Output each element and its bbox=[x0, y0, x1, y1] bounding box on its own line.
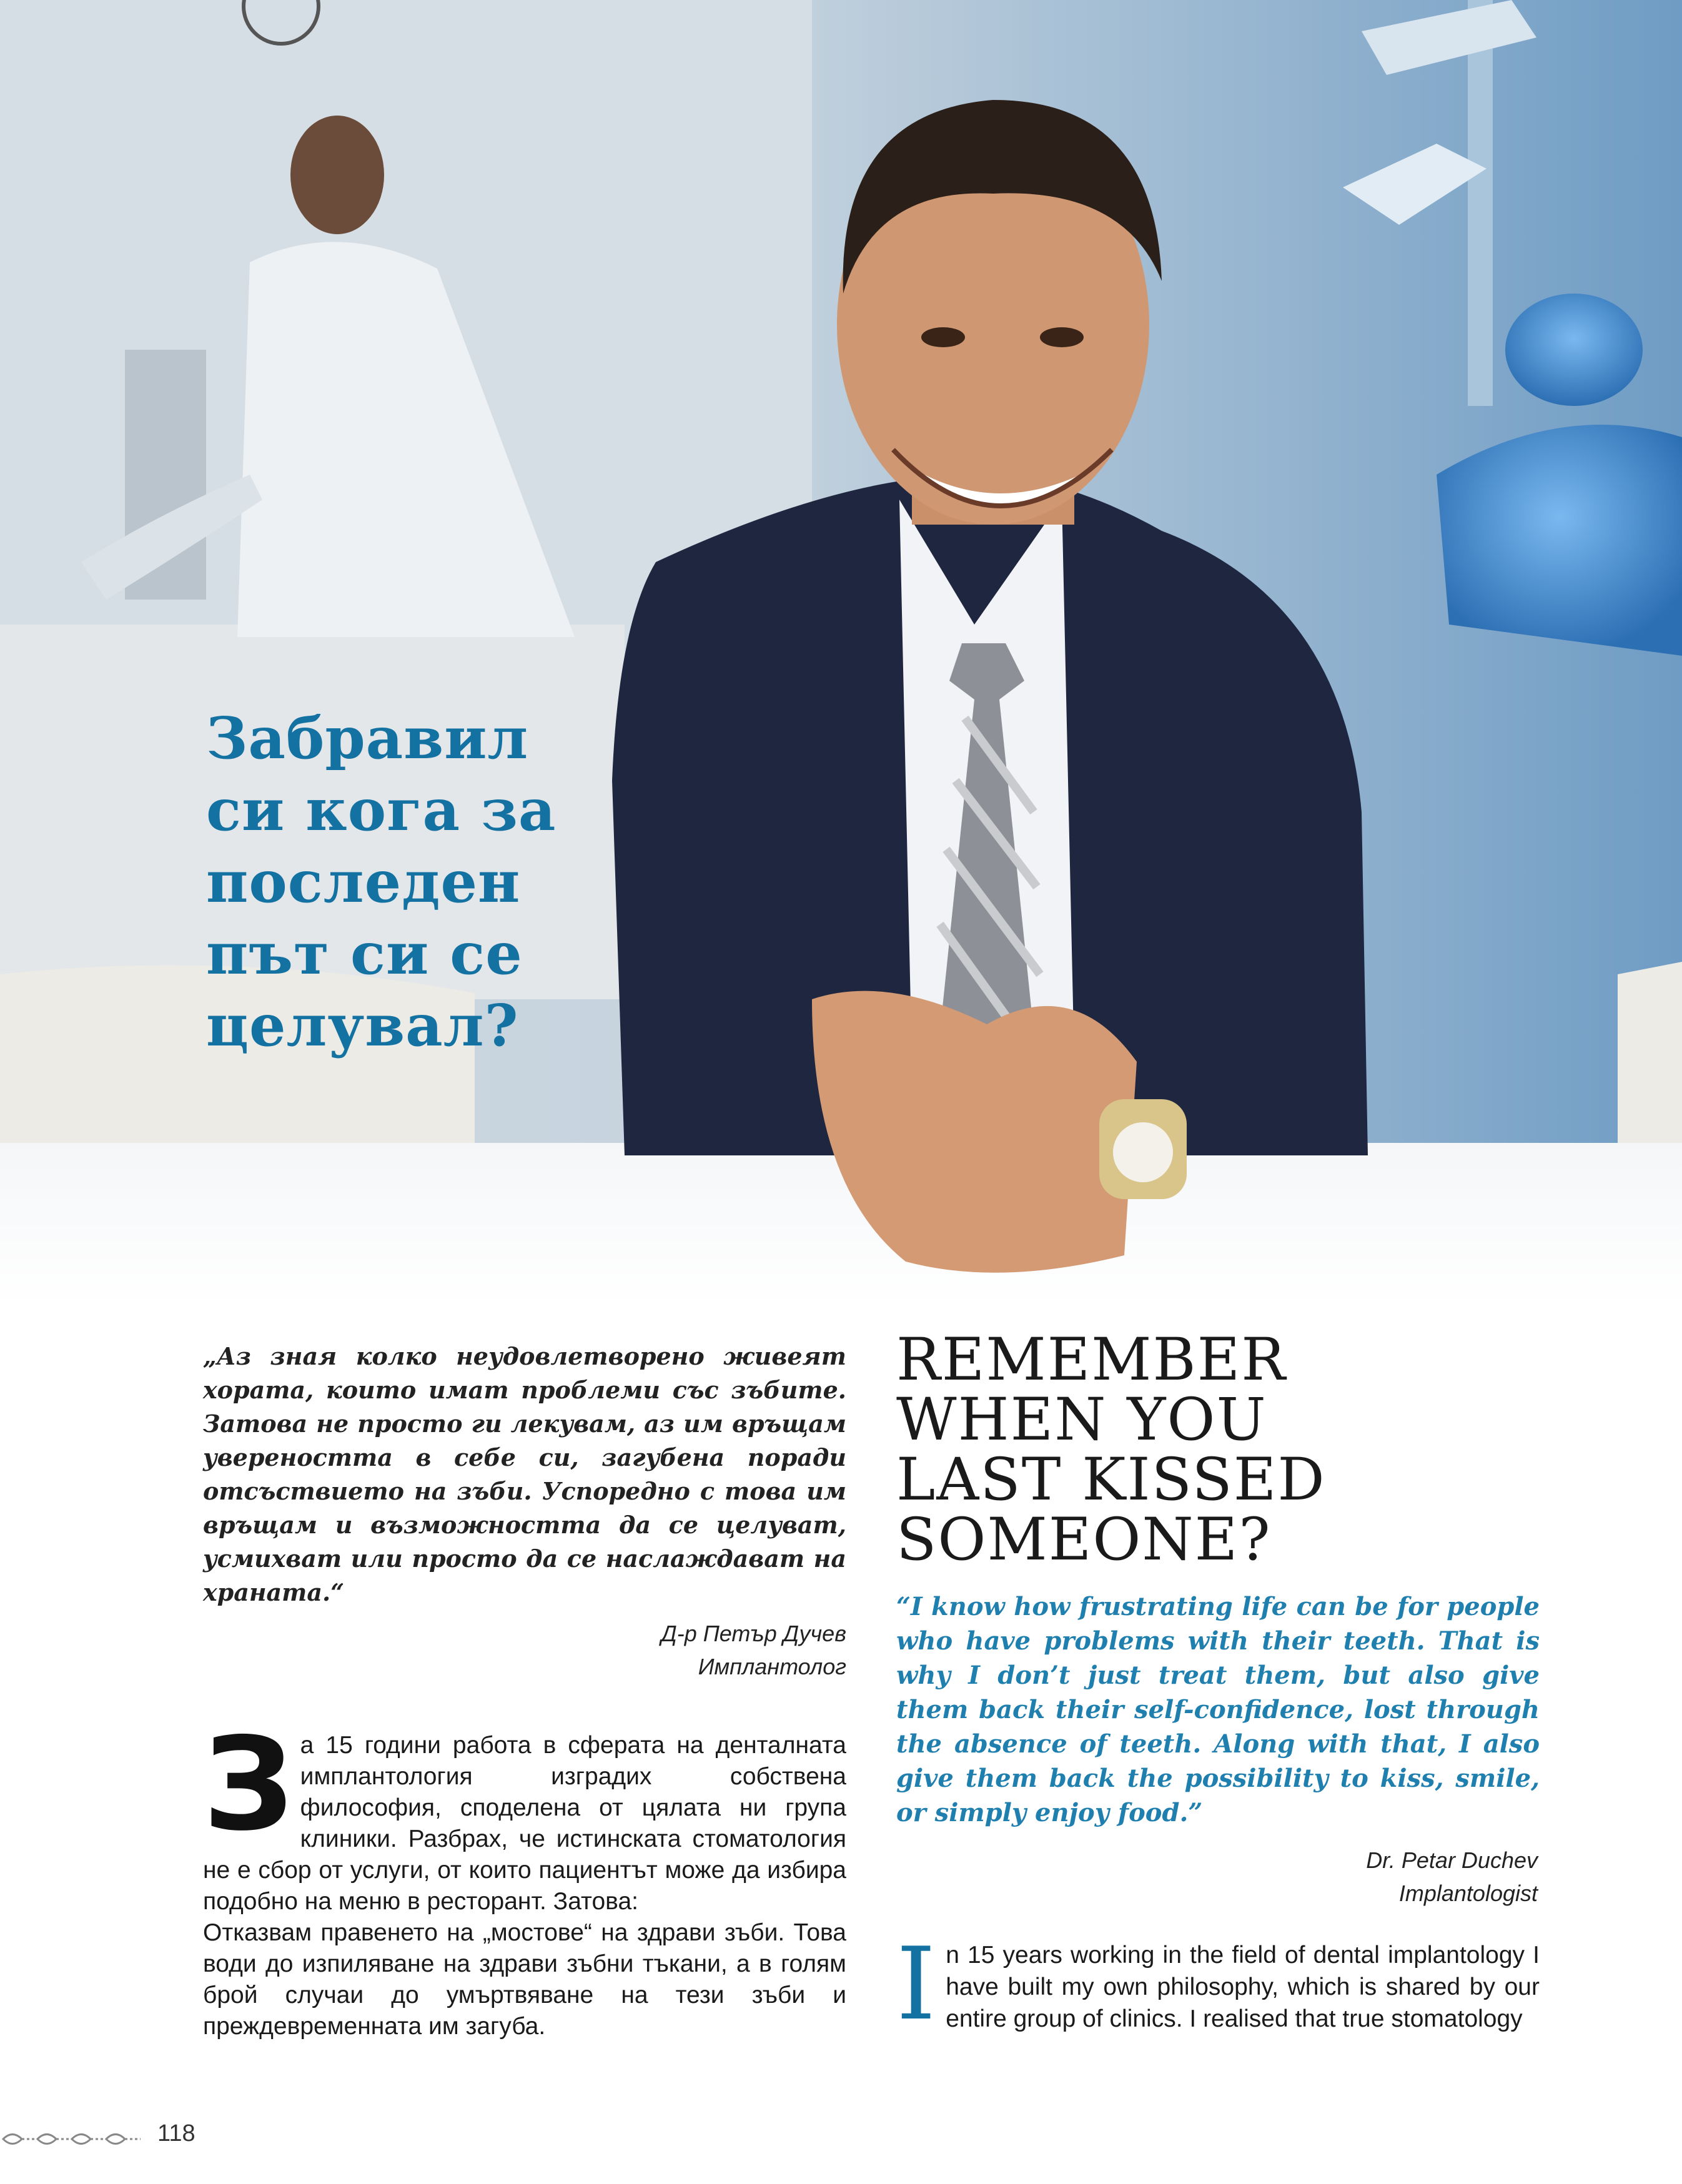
signature-role-bulgarian: Имплантолог bbox=[698, 1654, 846, 1679]
headline-line: Забравил bbox=[206, 704, 529, 772]
signature-name-bulgarian: Д-р Петър Дучев bbox=[661, 1621, 846, 1646]
headline-line: SOMEONE? bbox=[896, 1506, 1272, 1574]
headline-line: целувал? bbox=[206, 992, 519, 1059]
pull-quote-bulgarian: „Аз зная колко неудовлетворено живеят хората, които имат проблеми със зъбите. Затова не просто ги лекувам, аз им връщам увереността в себе си, загубена поради отсъствието на зъби. Успоредно с това им връщам и възможността да се целуват, усмихват или просто да се наслаждават на храната.“ bbox=[203, 1342, 846, 1606]
body-text-bulgarian bbox=[203, 1711, 846, 2042]
headline-english bbox=[896, 1326, 1621, 1574]
footer-ornament-icon bbox=[0, 2127, 144, 2152]
signature-role-english: Implantologist bbox=[1398, 1880, 1538, 1906]
body-text-english bbox=[896, 1925, 1540, 2042]
paragraph: Отказвам правенето на „мостове“ на здрави зъби. Това води до изпиляване на здрави зъбни тъкани, а в голям брой случаи до умъртвяване на тези зъби и преждевременната им загуба. bbox=[203, 1919, 846, 2040]
paragraph: n 15 years working in the field of dental implantology I have built my own philosophy, which is shared by our entire group of clinics. I realised that true stomatology bbox=[946, 1942, 1540, 2032]
headline-line: път си се bbox=[206, 920, 523, 987]
headline-line: LAST KISSED bbox=[896, 1446, 1326, 1514]
pull-quote-english: “I know how frustrating life can be for people who have problems with their teeth. That is why I don’t just treat them, but also give them back their self-confidence, lost through the absence of teeth. Along with that, I also give them back the possibility to kiss, smile, or simply enjoy food.” bbox=[896, 1592, 1540, 1827]
headline-line: REMEMBER bbox=[896, 1326, 1287, 1394]
headline-line: последен bbox=[206, 848, 521, 916]
headline-line: си кога за bbox=[206, 776, 557, 844]
headline-bulgarian bbox=[206, 703, 606, 1062]
page-number: 118 bbox=[157, 2120, 195, 2147]
drop-cap: З bbox=[203, 1711, 294, 1859]
signature-name-english: Dr. Petar Duchev bbox=[1366, 1847, 1538, 1873]
paragraph: а 15 години работа в сферата на денталната имплантология изградих собствена философия, споделена от цялата ни група клиники. Разбрах, че истинската стоматология не е сбор от услуги, от които пациентът може да избира подобно на меню в ресторант. Затова: bbox=[203, 1732, 846, 1915]
headline-line: WHEN YOU bbox=[896, 1386, 1267, 1454]
drop-cap: I bbox=[896, 1925, 936, 2042]
